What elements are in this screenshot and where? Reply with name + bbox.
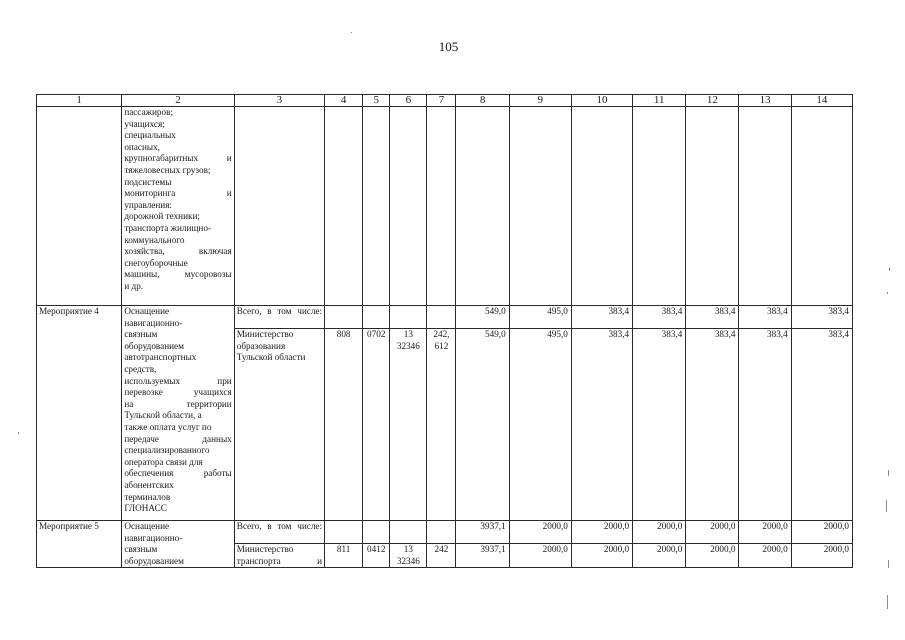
description-line: транспорта жилищно- bbox=[124, 222, 212, 233]
scan-speck bbox=[889, 268, 890, 271]
event4-label: Мероприятие 4 bbox=[37, 306, 122, 521]
description-line: терминалов bbox=[124, 491, 171, 502]
event4-description bbox=[122, 306, 234, 521]
description-line: и др. bbox=[124, 280, 144, 291]
event4-total-label: Всего, в том числе: bbox=[234, 306, 324, 329]
code-cell: 808 bbox=[325, 329, 363, 521]
description-line: связным bbox=[124, 329, 158, 340]
table-cell bbox=[427, 306, 456, 329]
table-cell bbox=[363, 521, 390, 544]
value-cell: 383,4 bbox=[791, 306, 852, 329]
code-cell: 811 bbox=[325, 544, 363, 568]
value-cell: 3937,1 bbox=[456, 544, 509, 568]
description-line: управления: bbox=[124, 199, 172, 210]
value-cell: 2000,0 bbox=[686, 544, 739, 568]
description-line: абонентских bbox=[124, 479, 174, 490]
description-line: снегоуборочные bbox=[124, 257, 188, 268]
value-cell: 383,4 bbox=[686, 306, 739, 329]
column-header: 2 bbox=[122, 95, 234, 107]
column-header: 8 bbox=[456, 95, 509, 107]
description-line: учащихся; bbox=[124, 118, 165, 129]
table-cell bbox=[325, 306, 363, 329]
table-cell bbox=[325, 107, 363, 306]
code-cell: 13 32346 bbox=[390, 544, 427, 568]
header-row bbox=[37, 95, 853, 107]
continuation-row bbox=[37, 107, 853, 306]
column-header: 3 bbox=[234, 95, 324, 107]
value-cell: 495,0 bbox=[509, 306, 571, 329]
budget-table bbox=[36, 94, 853, 568]
table-cell bbox=[363, 306, 390, 329]
code-cell: 0412 bbox=[363, 544, 390, 568]
continuation-description bbox=[122, 107, 234, 306]
value-cell: 2000,0 bbox=[739, 544, 791, 568]
description-line: навигационно- bbox=[124, 317, 183, 328]
description-line: оборудованием bbox=[124, 555, 184, 566]
value-cell: 383,4 bbox=[571, 306, 632, 329]
value-cell: 2000,0 bbox=[571, 521, 632, 544]
column-header: 1 bbox=[37, 95, 122, 107]
table-cell bbox=[739, 107, 791, 306]
value-cell: 2000,0 bbox=[571, 544, 632, 568]
description-line: мониторинга и bbox=[124, 188, 232, 199]
description-line: передаче данных bbox=[124, 433, 232, 444]
column-header: 6 bbox=[390, 95, 427, 107]
value-cell: 495,0 bbox=[509, 329, 571, 521]
table-cell bbox=[509, 107, 571, 306]
event4-ministry-label: Министерство образования Тульской области bbox=[234, 329, 324, 521]
table-cell bbox=[363, 107, 390, 306]
value-cell: 2000,0 bbox=[686, 521, 739, 544]
value-cell: 2000,0 bbox=[791, 521, 852, 544]
code-cell: 0702 bbox=[363, 329, 390, 521]
description-line: подсистемы bbox=[124, 176, 172, 187]
value-cell: 2000,0 bbox=[791, 544, 852, 568]
description-line: хозяйства, включая bbox=[124, 246, 232, 257]
event5-ministry-label: Министерство транспорта и bbox=[234, 544, 324, 568]
description-line: оборудованием bbox=[124, 340, 184, 351]
description-line: перевозке учащихся bbox=[124, 387, 232, 398]
value-cell: 2000,0 bbox=[509, 544, 571, 568]
description-line: автотранспортных bbox=[124, 352, 197, 363]
description-line: средств, bbox=[124, 363, 157, 374]
description-line: на территории bbox=[124, 398, 232, 409]
column-header: 12 bbox=[686, 95, 739, 107]
event5-total-row bbox=[37, 521, 853, 544]
column-header: 7 bbox=[427, 95, 456, 107]
description-line: Оснащение bbox=[124, 306, 170, 316]
scan-speck bbox=[18, 432, 19, 434]
description-line: дорожной техники; bbox=[124, 211, 200, 222]
value-cell: 383,4 bbox=[571, 329, 632, 521]
code-cell: 242 bbox=[427, 544, 456, 568]
value-cell: 383,4 bbox=[686, 329, 739, 521]
table-cell bbox=[390, 306, 427, 329]
event5-label: Мероприятие 5 bbox=[37, 521, 122, 568]
description-line: коммунального bbox=[124, 234, 185, 245]
scan-speck bbox=[888, 560, 889, 568]
table-cell bbox=[571, 107, 632, 306]
value-cell: 2000,0 bbox=[633, 521, 686, 544]
description-line: крупногабаритных и bbox=[124, 153, 232, 164]
description-line: пассажиров; bbox=[124, 107, 173, 117]
table-cell bbox=[456, 107, 509, 306]
column-header: 13 bbox=[739, 95, 791, 107]
description-line: используемых при bbox=[124, 375, 232, 386]
column-header: 11 bbox=[633, 95, 686, 107]
table-cell bbox=[390, 521, 427, 544]
scan-speck bbox=[886, 500, 887, 512]
table-cell bbox=[325, 521, 363, 544]
table-cell bbox=[791, 107, 852, 306]
value-cell: 2000,0 bbox=[739, 521, 791, 544]
scan-speck bbox=[351, 32, 352, 33]
value-cell: 383,4 bbox=[633, 329, 686, 521]
description-line: специализированного bbox=[124, 445, 210, 456]
table-cell bbox=[686, 107, 739, 306]
value-cell: 549,0 bbox=[456, 306, 509, 329]
description-line: специальных bbox=[124, 130, 176, 141]
value-cell: 383,4 bbox=[633, 306, 686, 329]
event4-total-row bbox=[37, 306, 853, 329]
table-cell bbox=[427, 107, 456, 306]
description-line: машины, мусоровозы bbox=[124, 269, 232, 280]
scan-speck bbox=[888, 470, 889, 476]
table-cell bbox=[427, 521, 456, 544]
table-cell bbox=[390, 107, 427, 306]
value-cell: 383,4 bbox=[791, 329, 852, 521]
table-cell bbox=[633, 107, 686, 306]
scan-speck bbox=[887, 595, 888, 609]
column-header: 10 bbox=[571, 95, 632, 107]
description-line: навигационно- bbox=[124, 532, 183, 543]
table-cell bbox=[37, 107, 122, 306]
description-line: обеспечения работы bbox=[124, 468, 232, 479]
column-header: 5 bbox=[363, 95, 390, 107]
description-line: также оплата услуг по bbox=[124, 421, 212, 432]
event5-total-label: Всего, в том числе: bbox=[234, 521, 324, 544]
value-cell: 383,4 bbox=[739, 306, 791, 329]
description-line: ГЛОНАСС bbox=[124, 503, 167, 514]
description-line: Оснащение bbox=[124, 521, 170, 531]
value-cell: 3937,1 bbox=[456, 521, 509, 544]
event5-description bbox=[122, 521, 234, 568]
description-line: связным bbox=[124, 544, 158, 555]
value-cell: 549,0 bbox=[456, 329, 509, 521]
table-cell bbox=[234, 107, 324, 306]
code-cell: 242, 612 bbox=[427, 329, 456, 521]
column-header: 14 bbox=[791, 95, 852, 107]
value-cell: 2000,0 bbox=[633, 544, 686, 568]
description-line: оператора связи для bbox=[124, 456, 203, 467]
column-header: 4 bbox=[325, 95, 363, 107]
value-cell: 383,4 bbox=[739, 329, 791, 521]
description-line: тяжеловесных грузов; bbox=[124, 164, 211, 175]
column-header: 9 bbox=[509, 95, 571, 107]
scan-speck bbox=[887, 292, 888, 294]
page-number: 105 bbox=[438, 39, 459, 54]
code-cell: 13 32346 bbox=[390, 329, 427, 521]
description-line: Тульской области, а bbox=[124, 410, 202, 421]
description-line: опасных, bbox=[124, 141, 160, 152]
value-cell: 2000,0 bbox=[509, 521, 571, 544]
